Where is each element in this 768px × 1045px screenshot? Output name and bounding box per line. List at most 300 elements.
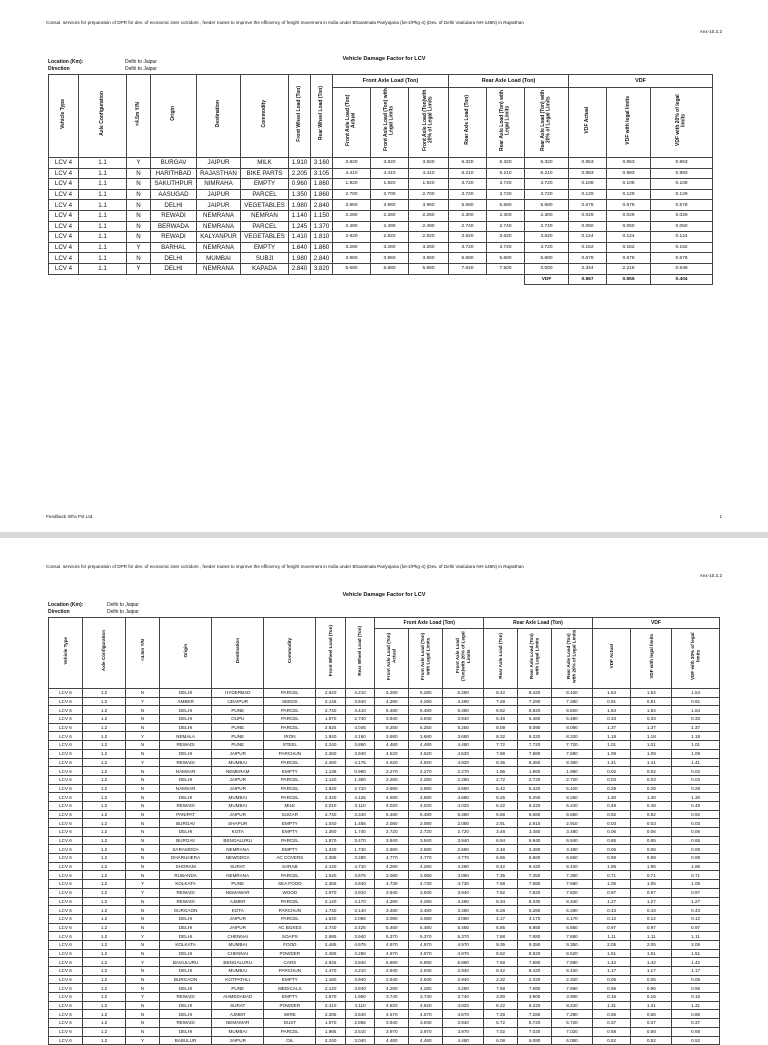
table-cell: DELHI: [151, 200, 197, 211]
table-cell: NEMRANA: [212, 871, 264, 880]
col-vdf-actual: VDF Actual: [592, 629, 631, 689]
table-cell: 2.344: [569, 263, 607, 274]
table-cell: 1.51: [631, 949, 672, 958]
table-cell: 2.010: [316, 801, 345, 810]
table-cell: 7.680: [518, 880, 552, 889]
table-cell: MUMBAI: [212, 1027, 264, 1036]
table-cell: BURGAV: [160, 819, 212, 828]
table-cell: 5.680: [449, 253, 487, 264]
table-cell: 6.680: [552, 810, 593, 819]
table-cell: LCV 6: [49, 1019, 83, 1028]
table-cell: 0.050: [607, 221, 651, 232]
table-cell: 2.205: [289, 168, 311, 179]
table-cell: 1.2: [82, 836, 125, 845]
col-axle-configuration: Axle Configuration: [79, 75, 127, 158]
table-cell: SHORAM: [160, 862, 212, 871]
table-cell: 1.140: [289, 210, 311, 221]
table-cell: N: [127, 179, 151, 190]
table-row: [49, 993, 720, 1002]
location-value: Delhi to Jaipur: [107, 602, 139, 608]
location-label: Location (Km):: [48, 602, 84, 608]
table-cell: 7.880: [518, 749, 552, 758]
table-cell: 0.16: [592, 993, 631, 1002]
table-cell: 1.05: [592, 880, 631, 889]
table-cell: DHARUHERA: [160, 854, 212, 863]
table-cell: 8.82: [484, 706, 518, 715]
table-cell: 3.720: [525, 189, 569, 200]
table-cell: LCV 6: [49, 819, 83, 828]
table-cell: 2.910: [518, 819, 552, 828]
table-cell: 1.1: [79, 168, 127, 179]
table-row: [49, 168, 713, 179]
total-row: [49, 274, 713, 285]
table-cell: 1.37: [631, 723, 672, 732]
table-cell: 0.549: [651, 263, 713, 274]
table-cell: LCV 6: [49, 793, 83, 802]
table-cell: 2.365: [316, 880, 345, 889]
table-cell: 2.910: [552, 819, 593, 828]
table-cell: N: [127, 189, 151, 200]
table-cell: 1.2: [82, 967, 125, 976]
table-cell: 1.2: [82, 715, 125, 724]
direction-value: Delhi to Jaipur: [125, 66, 157, 72]
table-cell: Y: [126, 958, 160, 967]
table-cell: 5.250: [375, 723, 409, 732]
table-cell: 2.820: [333, 232, 371, 243]
table-cell: 0.96: [592, 984, 631, 993]
table-cell: 0.953: [569, 158, 607, 169]
table-cell: 1.54: [592, 689, 631, 698]
table-cell: PARCEL: [264, 836, 316, 845]
table-cell: 0.97: [631, 888, 672, 897]
table-cell: 3.140: [345, 906, 374, 915]
table-cell: 2.140: [316, 897, 345, 906]
table-cell: 5.370: [375, 932, 409, 941]
table-cell: 2.91: [484, 819, 518, 828]
table-cell: 1.470: [316, 967, 345, 976]
table-cell: 4.480: [443, 741, 484, 750]
table-cell: 3.940: [443, 836, 484, 845]
table-cell: 0.108: [607, 179, 651, 190]
table-cell: 2.840: [311, 253, 333, 264]
table-cell: 1.27: [592, 897, 631, 906]
table-cell: 1.11: [592, 932, 631, 941]
table-cell: LCV 6: [49, 932, 83, 941]
table-cell: 6.320: [449, 158, 487, 169]
table-cell: 2.140: [316, 862, 345, 871]
table-cell: N: [126, 923, 160, 932]
table-cell: 1.980: [289, 200, 311, 211]
table-cell: 7.350: [552, 871, 593, 880]
table-cell: 1.05: [672, 880, 720, 889]
table-row: [49, 880, 720, 889]
table-cell: 0.05: [592, 975, 631, 984]
table-cell: LCV 6: [49, 836, 83, 845]
table-cell: KOTA: [212, 906, 264, 915]
table-cell: 8.420: [552, 689, 593, 698]
table-cell: N: [126, 949, 160, 958]
table-row: [49, 1019, 720, 1028]
table-cell: 0.05: [672, 975, 720, 984]
table-cell: PARCEL: [264, 784, 316, 793]
table-row: [49, 758, 720, 767]
table-cell: PARCEL: [264, 758, 316, 767]
table-cell: N: [127, 168, 151, 179]
table-cell: 3.48: [484, 845, 518, 854]
table-cell: 0.162: [651, 242, 713, 253]
table-cell: 8.520: [518, 949, 552, 958]
col-vehicle-type: Vehicle Type: [49, 75, 79, 158]
table-cell: MUMBAI: [212, 801, 264, 810]
table-cell: NEMRANA: [197, 263, 241, 274]
table-cell: PARCEL: [241, 189, 289, 200]
table-cell: LCV 6: [49, 897, 83, 906]
col-fa-20pct: Front Axle Load (Ton)with 20% of Legal Limits: [409, 88, 449, 158]
table-cell: 4.970: [375, 949, 409, 958]
table-cell: 3.680: [409, 732, 443, 741]
table-cell: 2.080: [443, 819, 484, 828]
table-cell: 7.680: [552, 880, 593, 889]
table-cell: 1.2: [82, 914, 125, 923]
table-cell: 1.2: [82, 767, 125, 776]
table-cell: 2.490: [333, 221, 371, 232]
table-cell: 1.95: [631, 862, 672, 871]
table-cell: 5.250: [409, 723, 443, 732]
page-title: Vehicle Damage Factor for LCV: [342, 56, 426, 62]
table-row: [49, 940, 720, 949]
table-cell: 2.740: [316, 706, 345, 715]
table-cell: 4.290: [375, 697, 409, 706]
table-cell: N: [126, 689, 160, 698]
table-cell: 2.840: [289, 263, 311, 274]
table-cell: 2.240: [316, 741, 345, 750]
table-cell: LCV 4: [49, 232, 79, 243]
group-front-axle-load: Front Axle Load (Ton): [333, 75, 449, 88]
table-cell: 4.520: [443, 749, 484, 758]
col-rear-wheel-load: Rear Wheel Load (Ton): [311, 75, 333, 158]
table-cell: 2.145: [316, 697, 345, 706]
table-cell: 5.480: [552, 715, 593, 724]
table-cell: 0.16: [631, 993, 672, 1002]
table-cell: 4.480: [375, 1036, 409, 1045]
table-cell: 0.960: [289, 179, 311, 190]
table-cell: UDAIPUR: [212, 697, 264, 706]
table-cell: 8.42: [484, 689, 518, 698]
table-cell: EMPTY: [264, 819, 316, 828]
table-cell: AJMER: [212, 897, 264, 906]
table-cell: 8.250: [552, 793, 593, 802]
col-ra-actual: Rear Axle Load (Ton): [484, 629, 518, 689]
table-cell: 1.2: [82, 923, 125, 932]
table-cell: N: [127, 210, 151, 221]
table-cell: 1.1: [79, 179, 127, 190]
table-cell: 1.360: [316, 828, 345, 837]
table-cell: 0.678: [569, 200, 607, 211]
table-cell: 7.88: [484, 749, 518, 758]
table-cell: 3.720: [487, 242, 525, 253]
table-cell: 5.890: [409, 958, 443, 967]
table-cell: LCV 6: [49, 767, 83, 776]
table-cell: AASUGAD: [151, 189, 197, 200]
table-cell: DELHI: [160, 1027, 212, 1036]
table-cell: LCV 4: [49, 210, 79, 221]
table-row: [49, 221, 713, 232]
table-cell: N: [127, 221, 151, 232]
table-cell: 1.1: [79, 200, 127, 211]
table-cell: EMPTY: [241, 242, 289, 253]
table-cell: 0.86: [592, 1010, 631, 1019]
col-vdf-legal: VDF with legal limits: [607, 88, 651, 158]
table-cell: N: [126, 914, 160, 923]
table-row: [49, 732, 720, 741]
table-cell: 1.1: [79, 253, 127, 264]
table-cell: DELHI: [160, 828, 212, 837]
table-cell: 0.050: [569, 221, 607, 232]
table-cell: NEMRANA: [197, 242, 241, 253]
table-cell: 1.31: [672, 1001, 720, 1010]
table-cell: 0.92: [592, 810, 631, 819]
table-cell: 2.640: [316, 689, 345, 698]
table-cell: N: [126, 749, 160, 758]
table-cell: 1.37: [592, 723, 631, 732]
table-cell: LCV 6: [49, 871, 83, 880]
table-cell: 7.68: [484, 880, 518, 889]
table-cell: 1.2: [82, 958, 125, 967]
table-cell: LCV 6: [49, 862, 83, 871]
table-cell: 1.42: [592, 958, 631, 967]
table-cell: BAGULURU: [160, 958, 212, 967]
table-cell: MUMBAI: [197, 253, 241, 264]
table-cell: 4.820: [409, 1001, 443, 1010]
table-cell: 0.71: [631, 871, 672, 880]
table-cell: 1.2: [82, 862, 125, 871]
table-cell: 1.30: [672, 793, 720, 802]
table-cell: 1.740: [345, 828, 374, 837]
table-cell: 2.240: [316, 1036, 345, 1045]
table-cell: NEMRAN: [241, 210, 289, 221]
table-row: [49, 793, 720, 802]
table-cell: 3.110: [345, 801, 374, 810]
table-row: [49, 854, 720, 863]
table-cell: 8.25: [484, 793, 518, 802]
table-cell: EMPTY: [264, 993, 316, 1002]
table-cell: REWADI: [160, 897, 212, 906]
table-cell: 0.983: [607, 168, 651, 179]
table-row: [49, 967, 720, 976]
table-cell: 4.020: [443, 801, 484, 810]
table-cell: 4.175: [345, 758, 374, 767]
direction-label: Direction: [48, 66, 70, 72]
table-cell: 0.03: [672, 775, 720, 784]
table-cell: 0.29: [592, 784, 631, 793]
table-cell: 3.820: [409, 158, 449, 169]
table-cell: NIMRAHA: [197, 179, 241, 190]
table-cell: 1.2: [82, 880, 125, 889]
table-cell: 7.820: [518, 888, 552, 897]
table-cell: AC BOXES: [264, 923, 316, 932]
table-cell: 1.410: [289, 232, 311, 243]
table-cell: 7.28: [484, 697, 518, 706]
table-cell: PARCEL: [264, 793, 316, 802]
table-cell: 6.940: [518, 836, 552, 845]
table-cell: 3.640: [345, 697, 374, 706]
table-cell: 7.020: [518, 1027, 552, 1036]
table-cell: 0.678: [651, 253, 713, 264]
table-cell: SURAT: [212, 1001, 264, 1010]
table-cell: 1.970: [316, 836, 345, 845]
table-cell: N: [126, 836, 160, 845]
table-cell: JAIPUR: [197, 200, 241, 211]
table-cell: BABULUR: [160, 1036, 212, 1045]
col-destination: Destination: [212, 618, 264, 689]
table-cell: LCV 4: [49, 242, 79, 253]
table-cell: 1.2: [82, 1036, 125, 1045]
table-cell: DELHI: [160, 723, 212, 732]
table-cell: 7.280: [518, 697, 552, 706]
table-cell: 1.84: [631, 706, 672, 715]
table-cell: 7.880: [552, 749, 593, 758]
table-cell: 7.640: [449, 263, 487, 274]
table-cell: 0.68: [592, 1027, 631, 1036]
table-cell: LCV 6: [49, 880, 83, 889]
table-cell: LCV 6: [49, 958, 83, 967]
table-cell: 1.2: [82, 1001, 125, 1010]
table-cell: 1.2: [82, 689, 125, 698]
table-cell: 6.280: [552, 906, 593, 915]
table-cell: Y: [126, 880, 160, 889]
group-rear-axle-load: Rear Axle Load (Ton): [449, 75, 569, 88]
table-cell: 3.940: [375, 836, 409, 845]
table-cell: 1.2: [82, 819, 125, 828]
table-cell: 1.27: [631, 897, 672, 906]
table-cell: 7.020: [552, 1027, 593, 1036]
table-cell: 3.080: [409, 914, 443, 923]
table-cell: Y: [127, 263, 151, 274]
table-cell: 4.520: [409, 749, 443, 758]
table-cell: Y: [126, 697, 160, 706]
table-cell: 4.045: [345, 723, 374, 732]
table-cell: 1.51: [672, 949, 720, 958]
table-cell: 2.280: [333, 210, 371, 221]
table-cell: AJMER: [212, 1010, 264, 1019]
col-rear-wheel-load: Rear Wheel Load (Ton): [345, 618, 374, 689]
table-cell: 1.11: [672, 932, 720, 941]
table-cell: 0.96: [672, 984, 720, 993]
table-cell: 0.37: [631, 1019, 672, 1028]
table-cell: PARCEL: [264, 775, 316, 784]
table-cell: 1.2: [82, 975, 125, 984]
table-cell: 1.2: [82, 854, 125, 863]
table-cell: 1.985: [316, 1027, 345, 1036]
table-cell: AMBER: [160, 697, 212, 706]
table-cell: 0.06: [631, 828, 672, 837]
col-vehicle-type: Vehicle Type: [49, 618, 83, 689]
table-cell: 1.42: [631, 958, 672, 967]
table-cell: 4.280: [375, 984, 409, 993]
table-cell: 8.220: [518, 1001, 552, 1010]
table-cell: 1.2: [82, 984, 125, 993]
table-cell: NAMSAR: [160, 767, 212, 776]
table-cell: 3.160: [311, 158, 333, 169]
table-cell: 1.95: [592, 862, 631, 871]
table-cell: LCV 4: [49, 179, 79, 190]
table-cell: 2.300: [449, 210, 487, 221]
col-fa-actual: Front Axle Load (Ton) Actual: [333, 88, 371, 158]
table-cell: LCV 6: [49, 723, 83, 732]
table-cell: PARCEL: [264, 1027, 316, 1036]
table-cell: 4.570: [443, 1010, 484, 1019]
table-cell: 1.2: [82, 1027, 125, 1036]
table-cell: LCV 4: [49, 168, 79, 179]
table-cell: 4.520: [375, 749, 409, 758]
table-cell: 0.69: [592, 854, 631, 863]
table-cell: 8.090: [552, 723, 593, 732]
table-cell: 2.700: [409, 189, 449, 200]
table-cell: 1.740: [316, 906, 345, 915]
table-cell: 4.280: [409, 862, 443, 871]
table-cell: Y: [126, 932, 160, 941]
table-cell: 0.92: [631, 810, 672, 819]
table-cell: CHENNAI: [212, 932, 264, 941]
table-row: [49, 263, 713, 274]
table-cell: 3.080: [375, 871, 409, 880]
table-cell: 0.06: [592, 845, 631, 854]
table-cell: LCV 6: [49, 1036, 83, 1045]
table-cell: 8.420: [552, 967, 593, 976]
table-cell: 6.080: [518, 1036, 552, 1045]
table-cell: 1.350: [289, 189, 311, 200]
table-cell: 1.2: [82, 697, 125, 706]
table-cell: LCV 6: [49, 775, 83, 784]
table-cell: 6.850: [518, 923, 552, 932]
table-cell: 4.730: [409, 880, 443, 889]
table-cell: 3.740: [375, 993, 409, 1002]
table-cell: 5.72: [484, 1019, 518, 1028]
table-cell: 5.720: [552, 1019, 593, 1028]
table-cell: 0.16: [672, 993, 720, 1002]
table-cell: LCV 6: [49, 1010, 83, 1019]
table-cell: 0.43: [631, 906, 672, 915]
table-cell: 0.108: [569, 179, 607, 190]
table-cell: 3.940: [409, 836, 443, 845]
table-cell: 9.350: [518, 940, 552, 949]
table-cell: LCV 6: [49, 845, 83, 854]
table-cell: 0.678: [569, 253, 607, 264]
table-cell: 2.740: [345, 715, 374, 724]
table-cell: 1.740: [345, 845, 374, 854]
table-cell: 6.560: [518, 854, 552, 863]
table-cell: 3.940: [443, 715, 484, 724]
table-cell: DELHI: [151, 263, 197, 274]
table-cell: 0.980: [345, 767, 374, 776]
table-cell: 4.820: [375, 1001, 409, 1010]
table-cell: 1.41: [631, 758, 672, 767]
table-cell: 2.280: [409, 210, 449, 221]
table-cell: DELHI: [160, 775, 212, 784]
table-cell: 7.350: [518, 871, 552, 880]
table-cell: 4.680: [443, 793, 484, 802]
table-cell: 3.620: [449, 232, 487, 243]
table-cell: 3.640: [345, 1010, 374, 1019]
table-cell: 1.540: [316, 871, 345, 880]
table-cell: 4.260: [345, 949, 374, 958]
table-cell: 2.940: [443, 975, 484, 984]
table-cell: EMPTY: [264, 767, 316, 776]
table-cell: JAIPUR: [212, 784, 264, 793]
table-cell: 6.680: [518, 810, 552, 819]
table-cell: 1.51: [592, 949, 631, 958]
table-cell: 0.52: [592, 1036, 631, 1045]
